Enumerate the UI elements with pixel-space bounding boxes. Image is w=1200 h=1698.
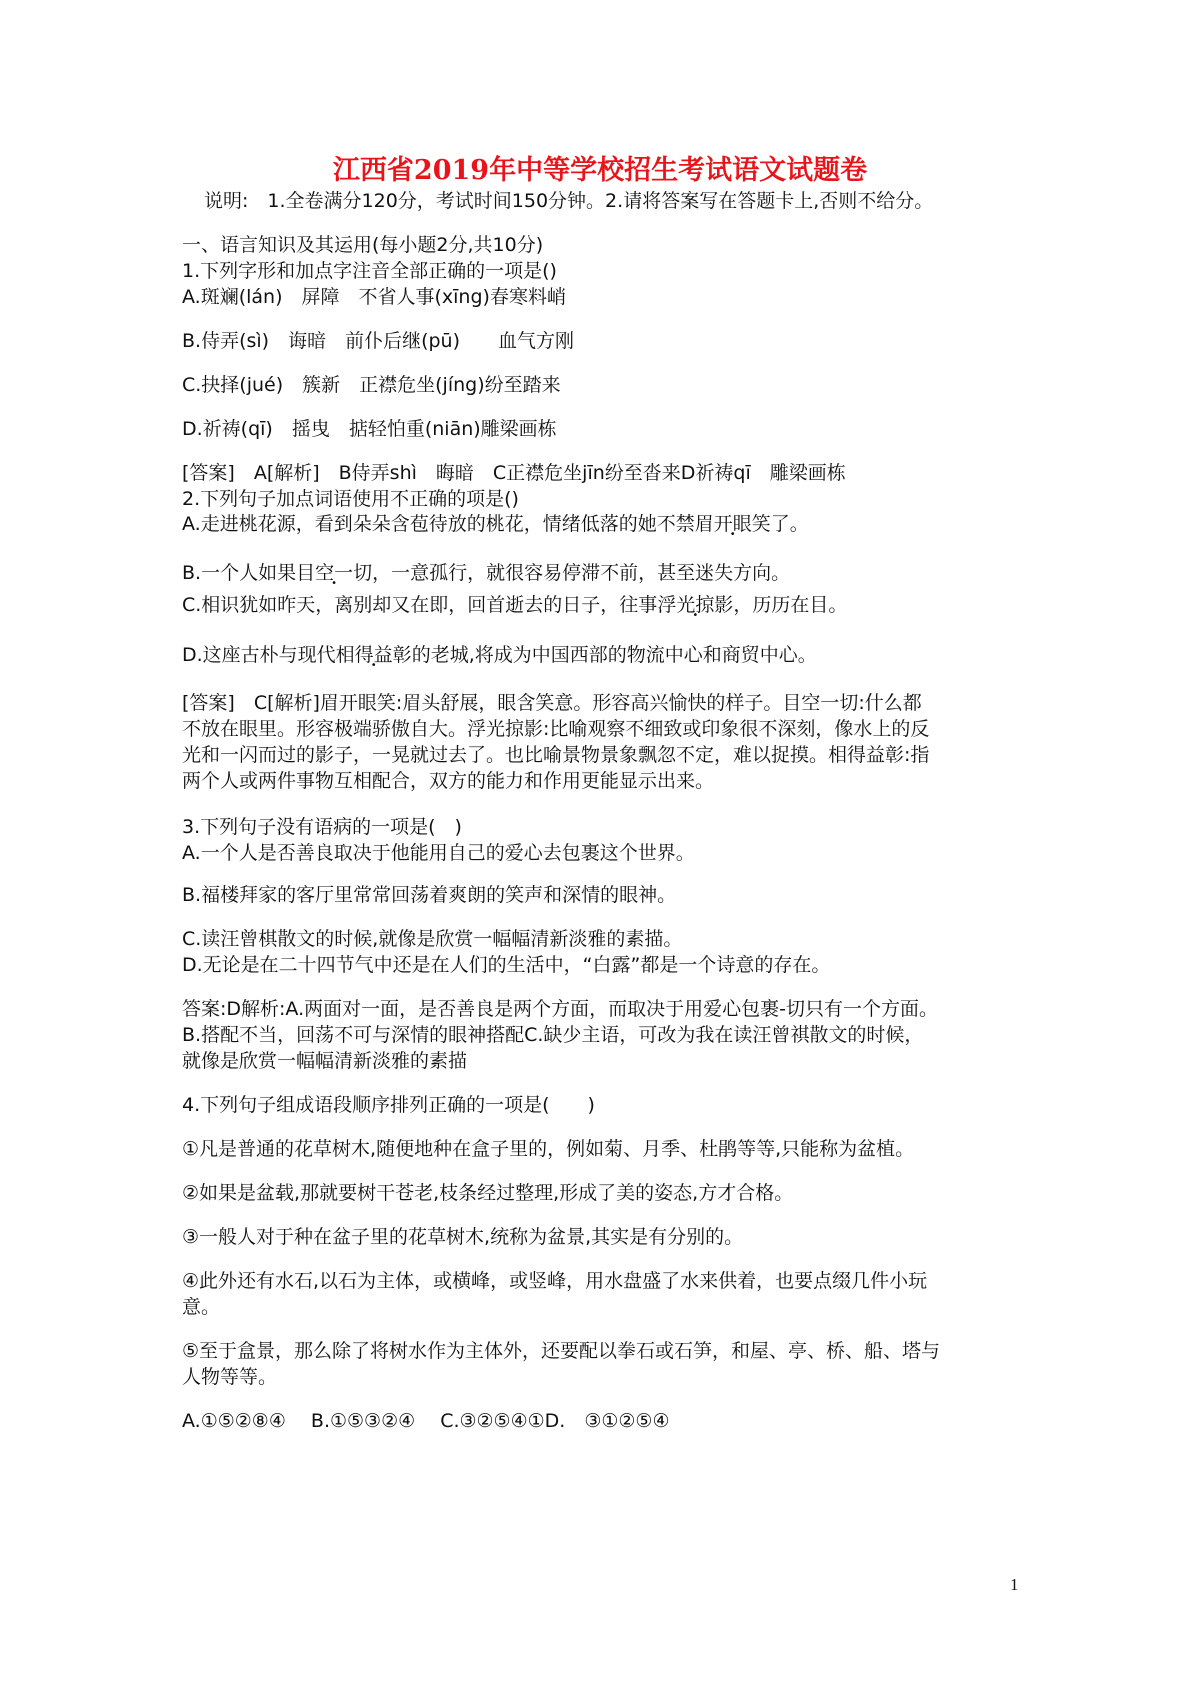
q1-option-d: D.祈祷(qī) 摇曳 掂轻怕重(niān)雕梁画栋 bbox=[182, 418, 557, 440]
emphasized-term: 相得益彰 bbox=[335, 644, 412, 666]
q3-option-a: A.一个人是否善良取决于他能用自己的爱心去包裹这个世界。 bbox=[182, 842, 695, 864]
q4-options: A.①⑤②⑧④ B.①⑤③②④ C.③②⑤④①D. ③①②⑤④ bbox=[182, 1410, 670, 1432]
q3-option-c: C.读汪曾棋散文的时候,就像是欣赏一幅幅清新淡雅的素描。 bbox=[182, 928, 683, 950]
q2-option-a-text: A.走进桃花源，看到朵朵含苞待放的桃花，情绪低落的她不禁 bbox=[182, 513, 695, 535]
q1-answer: [答案] A[解析] B侍弄shì 晦暗 C正襟危坐jīn纷至沓来D祈祷qī 雕梁画栋 bbox=[182, 462, 846, 484]
instructions-note: 说明: 1.全卷满分120分，考试时间150分钟。2.请将答案写在答题卡上,否则不给分。 bbox=[204, 190, 934, 212]
q4-stem: 4.下列句子组成语段顺序排列正确的一项是( ) bbox=[182, 1094, 595, 1116]
emphasized-term: 浮光掠影 bbox=[657, 594, 734, 616]
q1-option-b: B.侍弄(sì) 诲暗 前仆后继(pū) 血气方刚 bbox=[182, 330, 575, 352]
page-number: 1 bbox=[1010, 1575, 1019, 1594]
q2-stem: 2.下列句子加点词语使用不正确的项是() bbox=[182, 488, 519, 510]
q1-option-c: C.抉择(jué) 簇新 正襟危坐(jíng)纷至踏来 bbox=[182, 374, 561, 396]
emphasized-term: 目空一切 bbox=[296, 562, 373, 584]
q4-sentence-4-cont: 意。 bbox=[182, 1296, 221, 1318]
q4-sentence-3: ③一般人对于种在盆子里的花草树木,统称为盆景,其实是有分别的。 bbox=[182, 1226, 744, 1248]
q4-sentence-1: ①凡是普通的花草树木,随便地种在盒子里的，例如菊、月季、杜鹃等等,只能称为盆植。 bbox=[182, 1138, 915, 1160]
q2-option-b-text: B.一个人如果 bbox=[182, 562, 297, 584]
q2-answer-line: 光和一闪而过的影子，一晃就过去了。也比喻景物景象飘忽不定，难以捉摸。相得益彰:指 bbox=[182, 744, 930, 766]
q2-option-a bbox=[182, 511, 809, 537]
q2-option-a-tail: 了。 bbox=[770, 513, 809, 535]
q2-option-c-tail: ，历历在目。 bbox=[733, 594, 848, 616]
q2-option-d-tail: 的老城,将成为中国西部的物流中心和商贸中心。 bbox=[411, 644, 817, 666]
q1-option-a: A.斑斓(lán) 屏障 不省人事(xīng)春寒料峭 bbox=[182, 286, 566, 308]
q2-option-b-tail: ，一意孤行，就很容易停滞不前，甚至迷失方向。 bbox=[372, 562, 791, 584]
emphasized-term: 眉开眼笑 bbox=[694, 513, 771, 535]
q2-answer-line: 两个人或两件事物互相配合，双方的能力和作用更能显示出来。 bbox=[182, 770, 715, 792]
section-heading: 一、语言知识及其运用(每小题2分,共10分) bbox=[182, 234, 544, 256]
q3-answer-line: 就像是欣赏一幅幅清新淡雅的素描 bbox=[182, 1050, 468, 1072]
page-title: 江西省2019年中等学校招生考试语文试题卷 bbox=[332, 155, 868, 186]
q3-option-b: B.福楼拜家的客厅里常常回荡着爽朗的笑声和深情的眼神。 bbox=[182, 884, 677, 906]
q3-stem: 3.下列句子没有语病的一项是( ) bbox=[182, 816, 462, 838]
q2-option-c-text: C.相识犹如昨天，离别却又在即，回首逝去的日子，往事 bbox=[182, 594, 658, 616]
q2-answer-line: 不放在眼里。形容极端骄傲自大。浮光掠影:比喻观察不细致或印象很不深刻，像水上的反 bbox=[182, 718, 930, 740]
q4-sentence-5: ⑤至于盒景，那么除了将树水作为主体外，还要配以拳石或石笋，和屋、亭、桥、船、塔与 bbox=[182, 1340, 941, 1362]
q2-option-c bbox=[182, 592, 847, 618]
q2-option-d bbox=[182, 642, 817, 668]
q4-sentence-2: ②如果是盆载,那就要树干苍老,枝条经过整理,形成了美的姿态,方才合格。 bbox=[182, 1182, 794, 1204]
q1-stem: 1.下列字形和加点字注音全部正确的一项是() bbox=[182, 260, 557, 282]
q4-sentence-4: ④此外还有水石,以石为主体，或横峰，或竖峰，用水盘盛了水来供着，也要点缀几件小玩 bbox=[182, 1270, 928, 1292]
q4-sentence-5-cont: 人物等等。 bbox=[182, 1366, 278, 1388]
q2-option-b bbox=[182, 560, 790, 586]
q2-answer-line: [答案] C[解析]眉开眼笑:眉头舒展，眼含笑意。形容高兴愉快的样子。目空一切:什么都 bbox=[182, 692, 922, 714]
q3-answer-line: 答案:D解析:A.两面对一面，是否善良是两个方面，而取决于用爱心包裹-切只有一个方面。 bbox=[182, 998, 938, 1020]
q3-answer-line: B.搭配不当，回荡不可与深情的眼神搭配C.缺少主语，可改为我在读汪曾祺散文的时候， bbox=[182, 1024, 924, 1046]
q2-option-d-text: D.这座古朴与现代 bbox=[182, 644, 336, 666]
q3-option-d: D.无论是在二十四节气中还是在人们的生活中，“白露”都是一个诗意的存在。 bbox=[182, 954, 831, 976]
